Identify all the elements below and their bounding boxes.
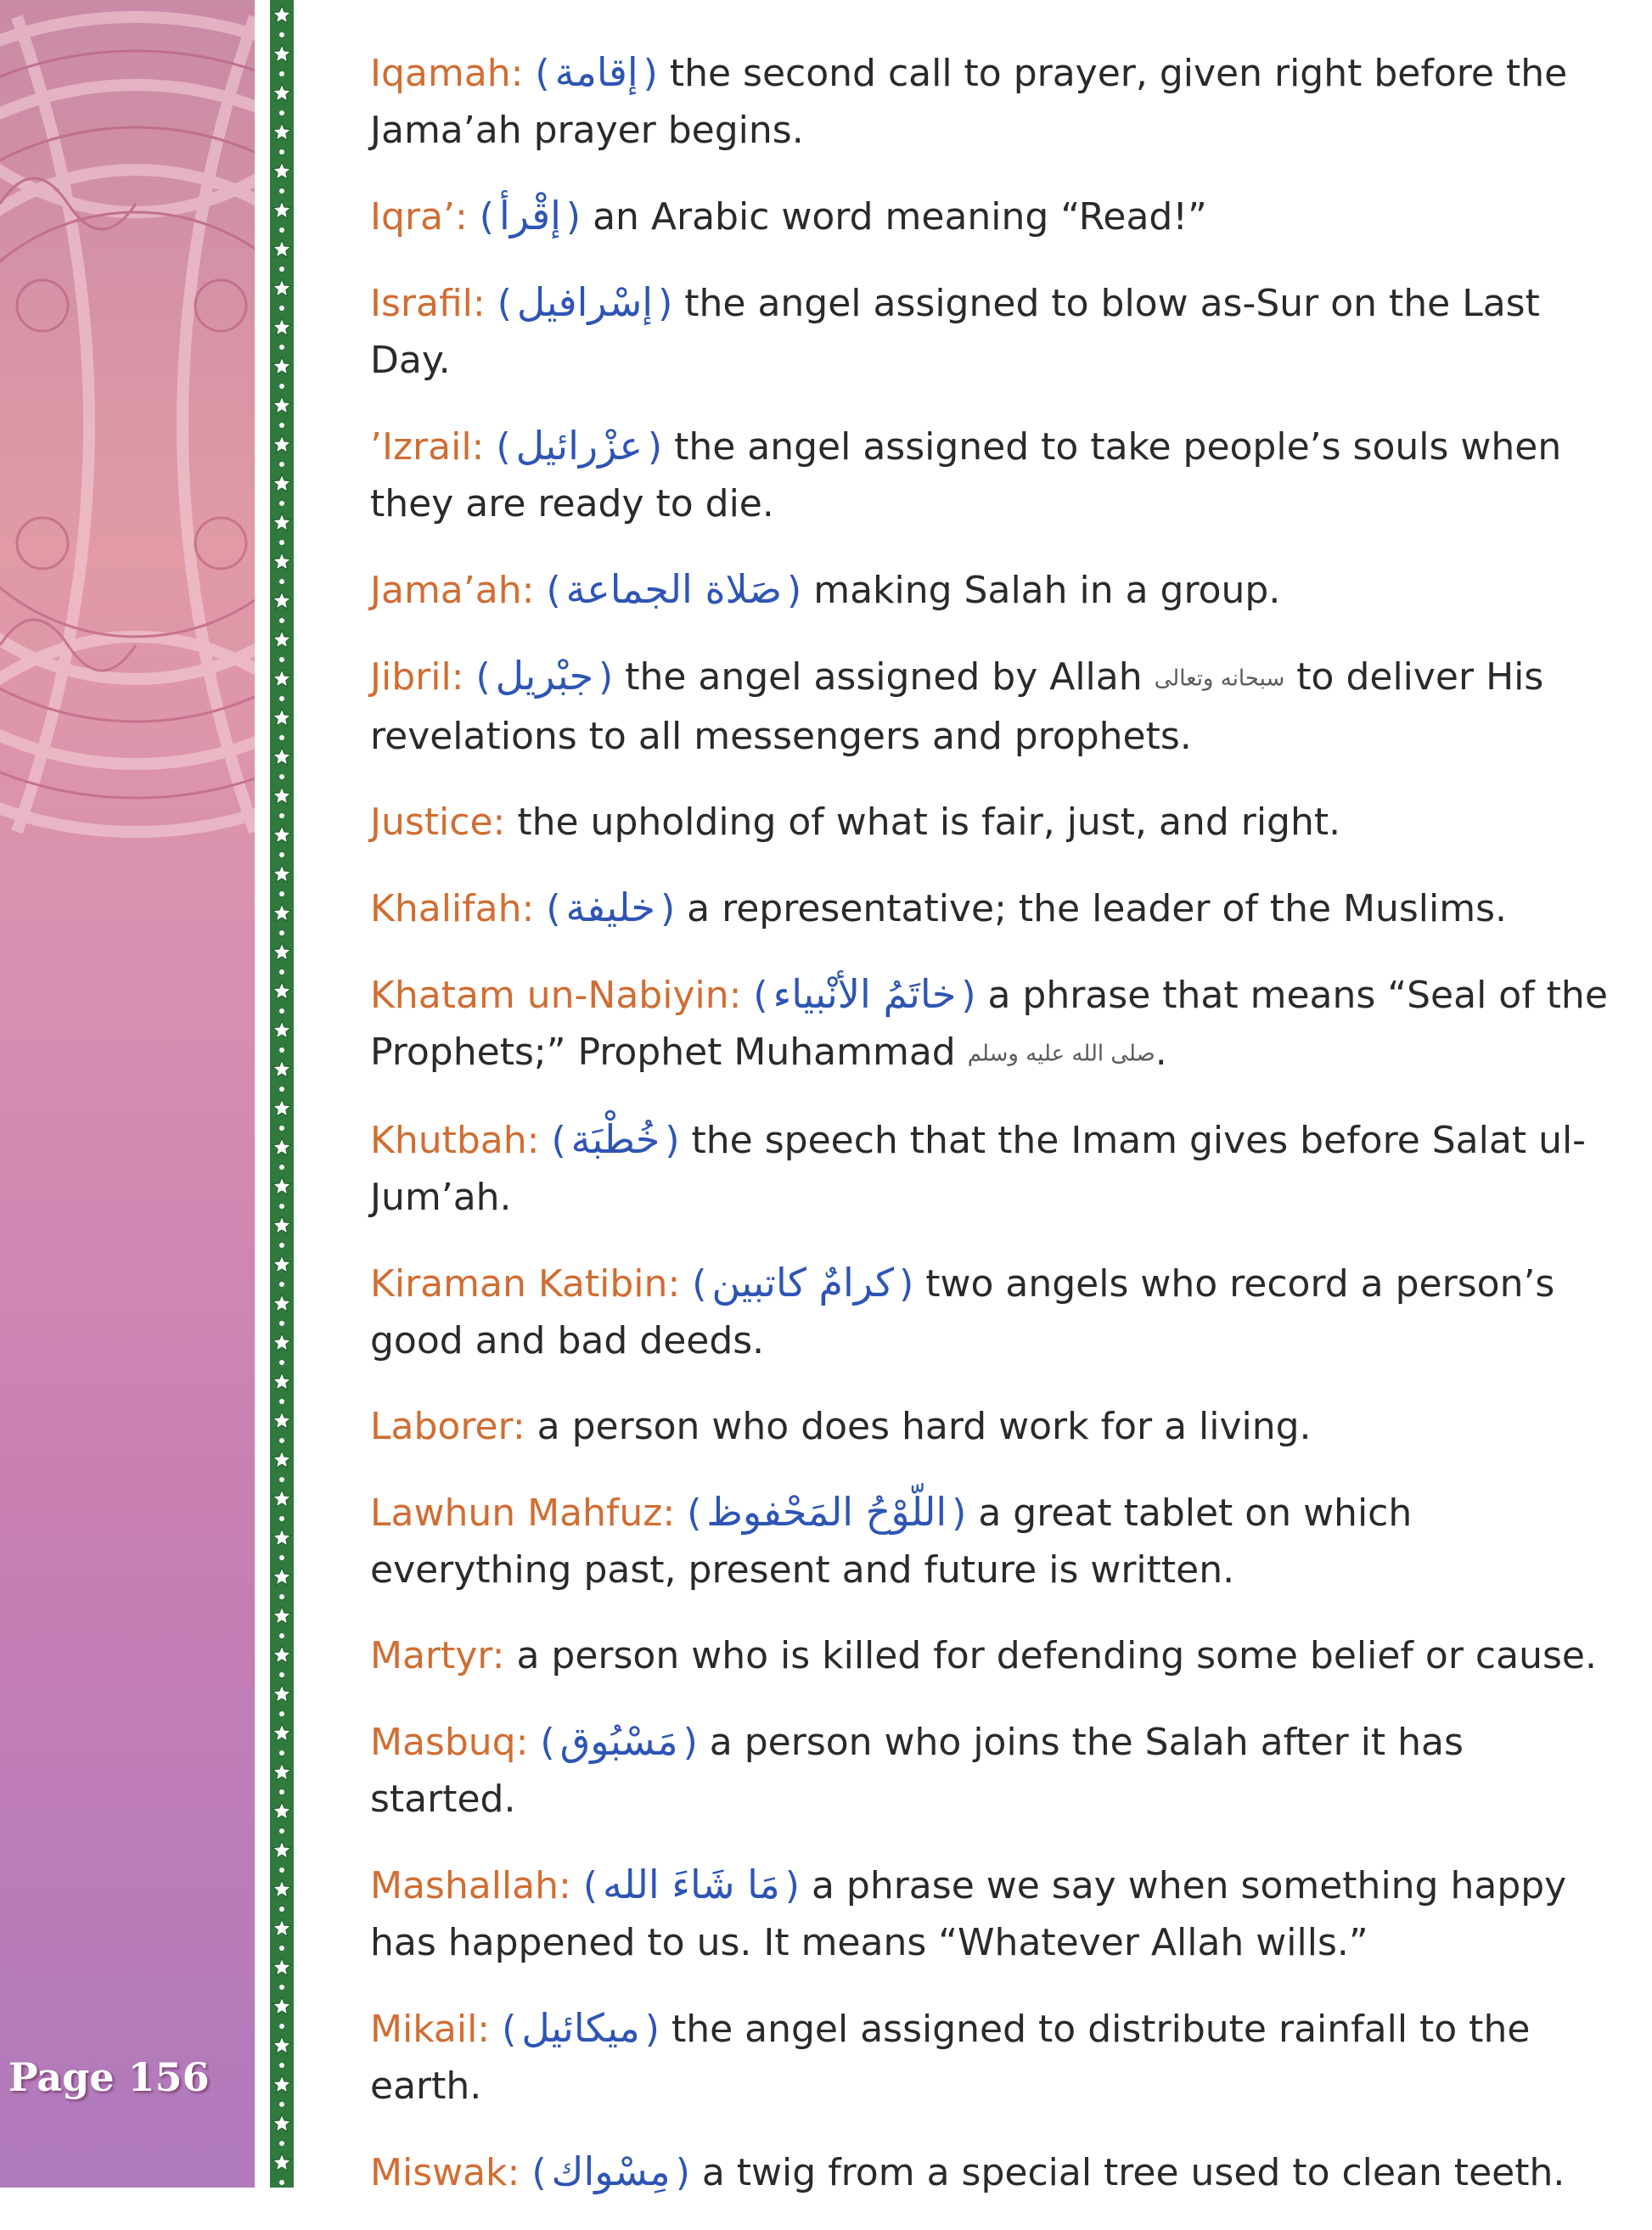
open-paren: (: [475, 655, 491, 699]
border-dot: [279, 1282, 284, 1287]
close-paren: ): [647, 425, 663, 469]
close-paren: ): [660, 886, 676, 930]
border-dot: [279, 110, 284, 115]
glossary-term: Iqamah:: [370, 52, 524, 95]
glossary-definition: a twig from a special tree used to clean teeth.: [701, 2151, 1565, 2194]
glossary-definition: a person who does hard work for a living.: [537, 1405, 1312, 1448]
glossary-definition: making Salah in a group.: [813, 569, 1281, 612]
border-star: [273, 1216, 291, 1233]
border-star: [273, 279, 291, 296]
border-star: [273, 904, 291, 921]
border-star: [273, 1802, 291, 1819]
glossary-term: Iqra’:: [370, 195, 468, 239]
border-star: [273, 787, 291, 804]
open-paren: (: [687, 1491, 702, 1535]
border-dot: [279, 1946, 284, 1951]
open-paren: (: [540, 1721, 555, 1764]
border-star: [273, 514, 291, 531]
glossary-term: Masbuq:: [370, 1721, 529, 1764]
glossary-definition: the angel assigned to blow as-Sur on the Last Day.: [370, 282, 1540, 382]
glossary-term: ’Izrail:: [370, 425, 485, 469]
border-dot: [279, 579, 284, 584]
close-paren: ): [644, 2008, 660, 2051]
glossary-definition: the upholding of what is fair, just, and right.: [517, 800, 1341, 844]
border-star: [273, 2076, 291, 2092]
glossary-term: Khutbah:: [370, 1119, 540, 1162]
border-star: [273, 162, 291, 179]
border-star: [273, 1958, 291, 1975]
border-star: [273, 748, 291, 765]
glossary-term: Kiraman Katibin:: [370, 1262, 681, 1306]
border-dot: [279, 1789, 284, 1795]
border-dot: [279, 423, 284, 428]
border-star: [273, 2036, 291, 2053]
glossary-definition: an Arabic word meaning “Read!”: [593, 195, 1207, 239]
close-paren: ): [643, 52, 658, 95]
border-star: [273, 826, 291, 843]
border-star: [273, 1021, 291, 1038]
close-paren: ): [675, 2151, 690, 2194]
arabic-term: إسْرافيل: [516, 279, 654, 325]
border-dot: [279, 1008, 284, 1014]
open-paren: (: [502, 2008, 517, 2051]
glossary-definition: the angel assigned by Allah: [625, 655, 1143, 699]
arabic-term: مَا شَاءَ الله: [603, 1862, 780, 1907]
glossary-entry: [370, 2143, 1610, 2201]
arabic-term: عزْرائيل: [515, 423, 643, 469]
border-dot: [279, 735, 284, 740]
border-star: [273, 1334, 291, 1351]
arabic-term: جبْريل: [495, 653, 594, 699]
border-star: [273, 45, 291, 62]
open-paren: (: [551, 1119, 566, 1162]
close-paren: ): [787, 569, 802, 612]
border-star: [273, 982, 291, 999]
border-dot: [279, 1204, 284, 1209]
border-dot: [279, 540, 284, 545]
border-dot: [279, 2141, 284, 2146]
border-dot: [279, 774, 284, 779]
border-star: [273, 2154, 291, 2171]
arabic-term: كرامٌ كاتبين: [711, 1260, 895, 1306]
border-dot: [279, 1555, 284, 1560]
arabic-term: اللّوْحُ المَحْفوظ: [706, 1489, 947, 1535]
glossary-definition: the angel assigned to take people’s souls when they are ready to die.: [370, 425, 1562, 525]
arabic-term: مَسْبُوق: [559, 1718, 678, 1764]
glossary-entry: [370, 44, 1610, 159]
border-dot: [279, 657, 284, 662]
glossary-definition: two angels who record a person’s good and bad deeds.: [370, 1262, 1555, 1362]
close-paren: ): [565, 195, 582, 239]
glossary-definition: a person who joins the Salah after it has started.: [370, 1721, 1464, 1821]
border-dot: [279, 1477, 284, 1482]
border-dot: [279, 930, 284, 935]
border-dot: [279, 2180, 284, 2185]
border-dot: [279, 852, 284, 857]
border-dot: [279, 1165, 284, 1170]
arabic-term: خليفة: [565, 884, 655, 930]
arabic-term: مِسْواك: [551, 2149, 671, 2194]
border-star: [273, 357, 291, 374]
border-star: [273, 631, 291, 648]
open-paren: (: [497, 282, 512, 325]
glossary-term: Jama’ah:: [370, 569, 535, 612]
glossary-term: Laborer:: [370, 1405, 525, 1448]
border-dot: [279, 1048, 284, 1053]
glossary-entry: [370, 1484, 1610, 1598]
border-star: [273, 1060, 291, 1077]
glossary-entry: [370, 648, 1610, 765]
open-paren: (: [692, 1262, 707, 1306]
border-star: [273, 2115, 291, 2132]
border-star: [273, 475, 291, 491]
border-dot: [279, 813, 284, 818]
border-star: [273, 1724, 291, 1741]
border-dot: [279, 1907, 284, 1912]
glossary-entry: [370, 418, 1610, 532]
glossary-definition: the speech that the Imam gives before Salat ul-Jum’ah.: [370, 1119, 1587, 1219]
border-star: [273, 1997, 291, 2014]
border-dot: [279, 1750, 284, 1755]
open-paren: (: [535, 52, 550, 95]
border-dot: [279, 1360, 284, 1365]
arabic-term: إقْرأ: [498, 193, 561, 239]
glossary-entry: [370, 561, 1610, 619]
border-dot: [279, 1399, 284, 1404]
glossary-definition: a representative; the leader of the Muslims.: [687, 886, 1508, 930]
border-star: [273, 1138, 291, 1155]
honorific-calligraphy: سبحانه وتعالى: [1154, 666, 1285, 692]
open-paren: (: [496, 425, 511, 469]
glossary-entry: [370, 1627, 1610, 1684]
border-star: [273, 6, 291, 23]
glossary-term: Mashallah:: [370, 1864, 571, 1907]
glossary-term: Mikail:: [370, 2008, 491, 2051]
arabic-term: إقامة: [554, 49, 638, 95]
border-dot: [279, 891, 284, 896]
border-star: [273, 670, 291, 687]
glossary-definition: the second call to prayer, given right before the Jama’ah prayer begins.: [370, 52, 1568, 152]
border-star: [273, 1529, 291, 1546]
border-dot: [279, 1594, 284, 1599]
border-star: [273, 240, 291, 257]
arabesque-ornament: [0, 0, 255, 1137]
glossary-entry: [370, 1255, 1610, 1369]
honorific-calligraphy: صلى الله عليه وسلم: [967, 1041, 1155, 1066]
border-dot: [279, 1711, 284, 1716]
border-dot: [279, 1828, 284, 1834]
border-dot: [279, 1672, 284, 1677]
arabic-term: خاتَمُ الأنْبياء: [773, 970, 957, 1017]
glossary-entry: [370, 1398, 1610, 1455]
border-dot: [279, 462, 284, 467]
border-star: [273, 943, 291, 960]
close-paren: ): [658, 282, 673, 325]
border-dot: [279, 1868, 284, 1873]
glossary-term: Israfil:: [370, 282, 486, 325]
close-paren: ): [899, 1262, 914, 1306]
open-paren: (: [546, 886, 561, 930]
border-star: [273, 84, 291, 101]
border-dot: [279, 501, 284, 506]
open-paren: (: [479, 195, 494, 239]
glossary-entry: [370, 274, 1610, 389]
border-dot: [279, 969, 284, 975]
glossary-term: Jibril:: [370, 655, 464, 699]
border-star: [273, 201, 291, 218]
border-dot: [279, 1321, 284, 1326]
arabic-term: صَلاة الجماعة: [565, 566, 783, 612]
border-dot: [279, 1438, 284, 1443]
border-star: [273, 435, 291, 452]
glossary-definition: a person who is killed for defending some belief or cause.: [516, 1634, 1597, 1677]
glossary-definition: a phrase we say when something happy has happened to us. It means “Whatever Allah wills.”: [370, 1864, 1567, 1964]
border-dot: [279, 306, 284, 311]
close-paren: ): [598, 655, 614, 699]
border-star: [273, 1607, 291, 1624]
border-dot: [279, 149, 284, 154]
glossary-term: Miswak:: [370, 2151, 520, 2194]
glossary-definition-end: .: [1155, 1030, 1167, 1074]
border-dot: [279, 71, 284, 76]
glossary-definition: the angel assigned to distribute rainfall to the earth.: [370, 2008, 1531, 2108]
glossary-list: [370, 44, 1610, 2230]
open-paren: (: [531, 2151, 547, 2194]
glossary-term: Martyr:: [370, 1634, 505, 1677]
border-dot: [279, 384, 284, 389]
border-dot: [279, 1633, 284, 1638]
border-dot: [279, 267, 284, 272]
border-star: [273, 1412, 291, 1429]
arabic-term: ميكائيل: [521, 2005, 640, 2051]
border-star: [273, 1841, 291, 1858]
glossary-entry: [370, 1713, 1610, 1828]
border-star: [273, 1295, 291, 1312]
border-dot: [279, 618, 284, 623]
border-dot: [279, 227, 284, 233]
border-dot: [279, 696, 284, 701]
border-dot: [279, 1126, 284, 1131]
border-star: [273, 123, 291, 140]
close-paren: ): [961, 973, 976, 1017]
border-star: [273, 1373, 291, 1390]
border-star: [273, 1177, 291, 1194]
star-border-pattern: [261, 0, 302, 2188]
border-dot: [279, 2102, 284, 2107]
glossary-term: Justice:: [370, 800, 506, 844]
border-dot: [279, 1985, 284, 1990]
border-star: [273, 396, 291, 413]
border-star: [273, 1255, 291, 1272]
glossary-entry: [370, 2000, 1610, 2115]
border-star: [273, 1099, 291, 1116]
glossary-term: Lawhun Mahfuz:: [370, 1491, 676, 1535]
border-dot: [279, 345, 284, 350]
page-number: Page 156: [8, 2054, 210, 2100]
border-star: [273, 592, 291, 609]
border-dot: [279, 2063, 284, 2068]
border-star: [273, 709, 291, 726]
border-star: [273, 865, 291, 882]
border-dot: [279, 188, 284, 194]
decorative-sidebar: [0, 0, 255, 2188]
border-star: [273, 1919, 291, 1936]
border-star: [273, 1490, 291, 1507]
close-paren: ): [784, 1864, 800, 1907]
glossary-definition-end: to deliver His revelations to all messengers and prophets.: [370, 655, 1544, 758]
glossary-entry: [370, 879, 1610, 937]
glossary-entry: [370, 794, 1610, 851]
glossary-entry: [370, 188, 1610, 245]
border-dot: [279, 2024, 284, 2029]
border-star: [273, 318, 291, 335]
glossary-term: Khalifah:: [370, 886, 535, 930]
glossary-entry: [370, 1856, 1610, 1971]
border-star: [273, 1568, 291, 1585]
glossary-definition: a phrase that means “Seal of the Prophets;” Prophet Muhammad: [370, 973, 1608, 1074]
close-paren: ): [665, 1119, 680, 1162]
border-star: [273, 1646, 291, 1663]
glossary-entry: [370, 966, 1610, 1083]
border-star: [273, 1685, 291, 1702]
arabic-term: خُطْبَة: [570, 1116, 660, 1162]
border-dot: [279, 1087, 284, 1092]
border-dot: [279, 32, 284, 37]
border-dot: [279, 1243, 284, 1248]
border-star: [273, 1763, 291, 1780]
glossary-definition: a great tablet on which everything past, present and future is written.: [370, 1491, 1413, 1592]
border-dot: [279, 1516, 284, 1521]
open-paren: (: [582, 1864, 598, 1907]
open-paren: (: [753, 973, 768, 1017]
close-paren: ): [683, 1721, 698, 1764]
glossary-term: Khatam un-Nabiyin:: [370, 973, 742, 1017]
open-paren: (: [546, 569, 561, 612]
border-star: [273, 553, 291, 570]
border-star: [273, 1880, 291, 1897]
glossary-entry: [370, 1111, 1610, 1226]
border-star: [273, 1451, 291, 1468]
close-paren: ): [952, 1491, 967, 1535]
